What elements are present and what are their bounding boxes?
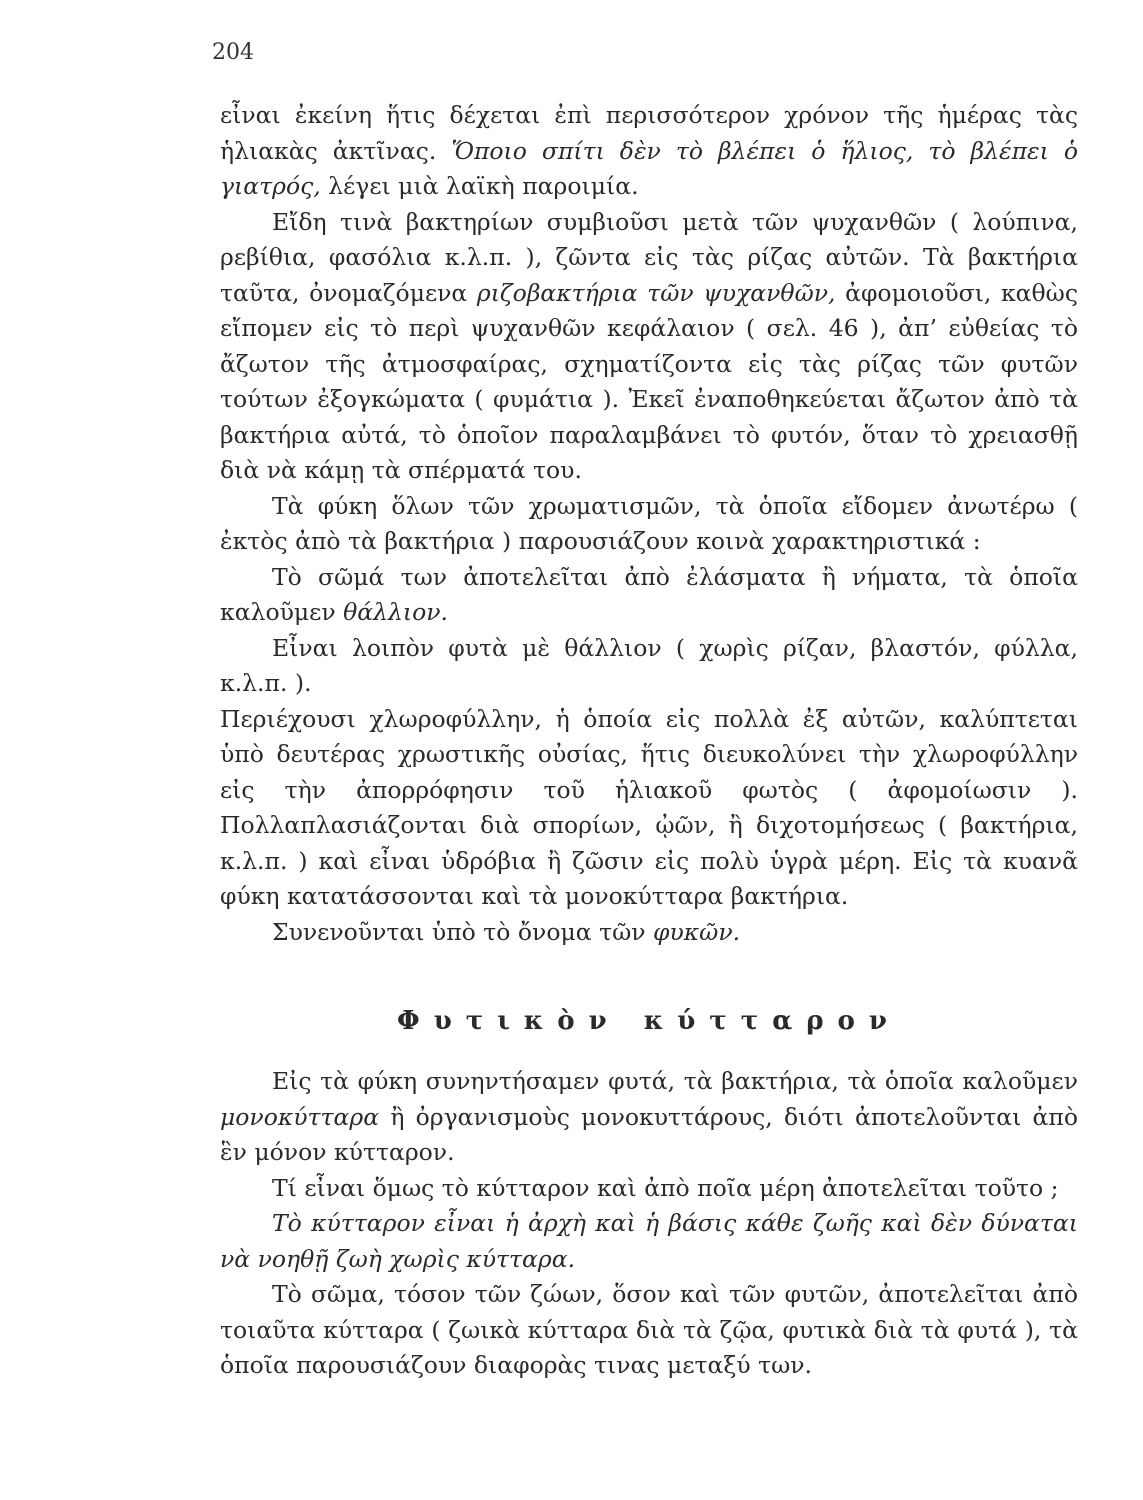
term-italic: φυκῶν.	[653, 917, 741, 946]
paragraph: Εἴδη τινὰ βακτηρίων συμβιοῦσι μετὰ τῶν ψυχανθῶν ( λούπινα, ρεβίθια, φασόλια κ.λ.π. ), ζῶντα εἰς τὰς ρίζας αὐτῶν. Τὰ βακτήρια ταῦτα, ὀνομαζόμενα ριζοβακτήρια τῶν ψυχανθῶν, ἀφομοιοῦσι, καθὼς εἴπομεν εἰς τὸ περὶ ψυχανθῶν κεφάλαιον ( σελ. 46 ), ἀπ’ εὐθείας τὸ ἄζωτον τῆς ἀτμοσφαίρας, σχηματίζοντα εἰς τὰς ρίζας τῶν φυτῶν τούτων ἐξογκώματα ( φυμάτια ). Ἐκεῖ ἐναποθηκεύεται ἄζωτον ἀπὸ τὰ βακτήρια αὐτά, τὸ ὁποῖον παραλαμβάνει τὸ φυτόν, ὅταν τὸ χρειασθῇ διὰ νὰ κάμῃ τὰ σπέρματά του.	[220, 207, 1078, 484]
paragraph: Τὸ σῶμά των ἀποτελεῖται ἀπὸ ἐλάσματα ἢ νήματα, τὰ ὁποῖα καλοῦμεν θάλλιον.	[220, 562, 1078, 626]
term-italic: μονοκύτταρα	[220, 1102, 380, 1131]
page-number: 204	[212, 40, 254, 65]
paragraph-italic: Τὸ κύτταρον εἶναι ἡ ἀρχὴ καὶ ἡ βάσις κάθε ζωῆς καὶ δὲν δύναται νὰ νοηθῇ ζωὴ χωρὶς κύτταρα.	[220, 1209, 1078, 1273]
paragraph: Τὸ σῶμα, τόσον τῶν ζώων, ὅσον καὶ τῶν φυτῶν, ἀποτελεῖται ἀπὸ τοιαῦτα κύτταρα ( ζωικὰ κύτταρα διὰ τὰ ζῷα, φυτικὰ διὰ τὰ φυτά ), τὰ ὁποῖα παρουσιάζουν διαφορὰς τινας μεταξύ των.	[220, 1280, 1078, 1379]
term-italic: ριζοβακτήρια τῶν ψυχανθῶν,	[476, 278, 836, 307]
paragraph: Συνενοῦνται ὑπὸ τὸ ὄνομα τῶν φυκῶν.	[272, 917, 741, 946]
text-block-bottom	[220, 1064, 1078, 1384]
paragraph: Τί εἶναι ὅμως τὸ κύτταρον καὶ ἀπὸ ποῖα μέρη ἀποτελεῖται τοῦτο ;	[272, 1173, 1059, 1202]
paragraph: Τὰ φύκη ὅλων τῶν χρωματισμῶν, τὰ ὁποῖα εἴδομεν ἀνωτέρω ( ἐκτὸς ἀπὸ τὰ βακτήρια ) παρουσιάζουν κοινὰ χαρακτηριστικά :	[220, 491, 1078, 555]
paragraph: Περιέχουσι χλωροφύλλην, ἡ ὁποία εἰς πολλὰ ἐξ αὐτῶν, καλύπτεται ὑπὸ δευτέρας χρωστικῆς οὐσίας, ἥτις διευκολύνει τὴν χλωροφύλλην εἰς τὴν ἀπορρόφησιν τοῦ ἡλιακοῦ φωτὸς ( ἀφομοίωσιν ). Πολλαπλασιάζονται διὰ σπορίων, ᾠῶν, ἢ διχοτομήσεως ( βακτήρια, κ.λ.π. ) καὶ εἶναι ὑδρόβια ἢ ζῶσιν εἰς πολὺ ὑγρὰ μέρη. Εἰς τὰ κυανᾶ φύκη κατατάσσονται καὶ τὰ μονοκύτταρα βακτήρια.	[220, 704, 1078, 910]
proverb-italic: Ὅποιο σπίτι δὲν τὸ βλέπει ὁ ἥλιος, τὸ βλέπει ὁ γιατρός,	[220, 136, 1079, 200]
paragraph: Εἶναι λοιπὸν φυτὰ μὲ θάλλιον ( χωρὶς ρίζαν, βλαστόν, φύλλα, κ.λ.π. ).	[220, 633, 1078, 697]
paragraph: Εἰς τὰ φύκη συνηντήσαμεν φυτά, τὰ βακτήρια, τὰ ὁποῖα καλοῦμεν μονοκύτταρα ἢ ὀργανισμοὺς μονοκυττάρους, διότι ἀποτελοῦνται ἀπὸ ἓν μόνον κύτταρον.	[220, 1067, 1078, 1166]
term-italic: θάλλιον.	[343, 598, 449, 626]
text-block-top	[220, 98, 1078, 950]
paragraph: εἶναι ἐκείνη ἥτις δέχεται ἐπὶ περισσότερον χρόνον τῆς ἡμέρας τὰς ἡλιακὰς ἀκτῖνας. Ὅποιο σπίτι δὲν τὸ βλέπει ὁ ἥλιος, τὸ βλέπει ὁ γιατρός, λέγει μιὰ λαϊκὴ παροιμία.	[220, 101, 1079, 200]
section-heading: Φυτικὸν κύτταρον	[397, 1006, 901, 1036]
